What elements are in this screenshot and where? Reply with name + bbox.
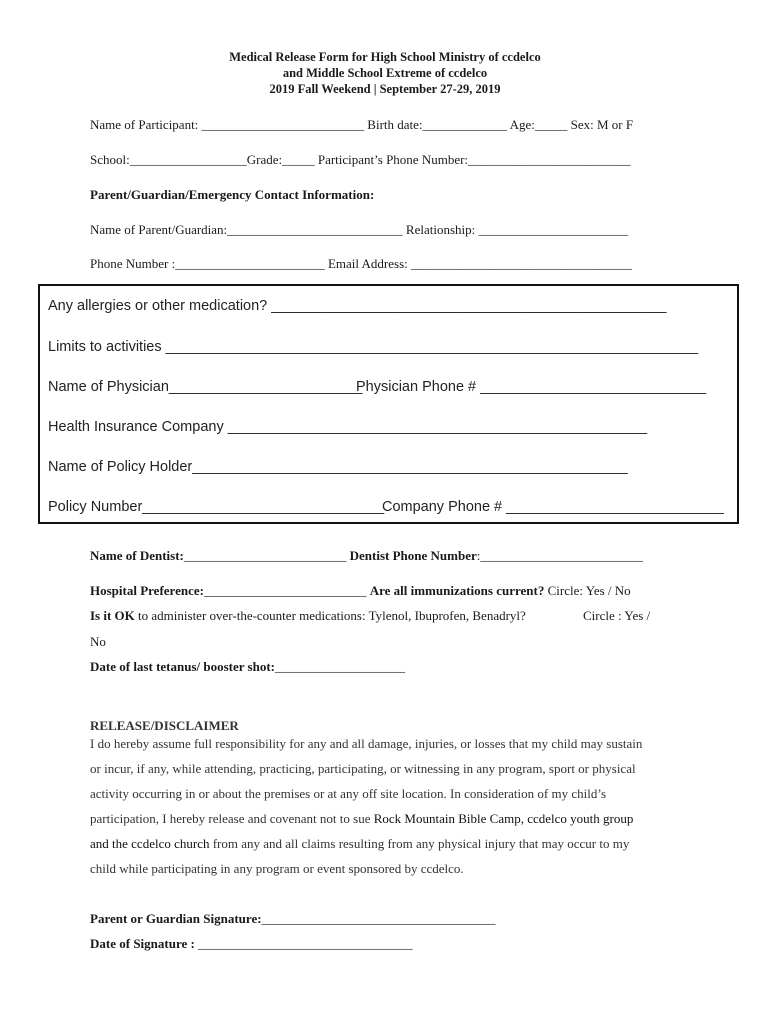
tetanus-blank[interactable]: ____________________ (275, 659, 405, 674)
release-line-1: I do hereby assume full responsibility for any and all damage, injuries, or losses that my child may sustain (90, 736, 643, 751)
signature-date-label: Date of Signature : (90, 936, 195, 951)
otc-circle[interactable]: Circle : Yes / (583, 608, 651, 623)
release-line-4 (90, 811, 633, 827)
signature-label: Parent or Guardian Signature: (90, 911, 262, 926)
signature-date-blank[interactable]: _________________________________ (194, 936, 413, 951)
otc-label: Is it OK (90, 608, 135, 623)
tetanus-line[interactable] (90, 659, 405, 675)
immunizations-label: Are all immunizations current? (369, 583, 545, 598)
parent-guardian-line[interactable]: Name of Parent/Guardian:___________________________ Relationship: _______________________ (90, 222, 629, 237)
limits-line[interactable]: Limits to activities __________________________________________________________________ (48, 339, 698, 355)
medical-info-box (38, 284, 739, 524)
release-line-4a: participation, I hereby release and covenant not to sue (90, 811, 374, 826)
policy-holder-line[interactable]: Name of Policy Holder______________________________________________________ (48, 459, 628, 475)
dentist-phone-blank[interactable]: :_________________________ (476, 548, 643, 563)
release-org-names: Rock Mountain Bible Camp, ccdelco youth group (373, 811, 634, 826)
school-line[interactable]: School:__________________Grade:_____ Participant’s Phone Number:_________________________ (90, 152, 631, 167)
release-line-2: or incur, if any, while attending, practicing, participating, or witnessing in any program, sport or physical (90, 761, 636, 776)
otc-line[interactable] (90, 608, 526, 624)
dentist-blank[interactable]: _________________________ (183, 548, 347, 563)
phone-email-line[interactable]: Phone Number :_______________________ Email Address: __________________________________ (90, 256, 633, 271)
contact-heading: Parent/Guardian/Emergency Contact Information: (90, 187, 375, 202)
dentist-line[interactable] (90, 548, 643, 564)
release-line-5b: from any and all claims resulting from any physical injury that may occur to my (209, 836, 630, 851)
hospital-label: Hospital Preference: (90, 583, 204, 598)
release-heading: RELEASE/DISCLAIMER (90, 718, 239, 733)
hospital-blank[interactable]: _________________________ (203, 583, 367, 598)
form-title-line1: Medical Release Form for High School Ministry of ccdelco (229, 50, 541, 64)
signature-date-line[interactable] (90, 936, 413, 952)
participant-name-line[interactable]: Name of Participant: _________________________ Birth date:_____________ Age:_____ Sex: M or F (90, 117, 634, 132)
immunizations-circle[interactable]: Circle: Yes / No (547, 583, 631, 598)
hospital-line[interactable] (90, 583, 631, 599)
insurance-company-line[interactable]: Health Insurance Company ____________________________________________________ (48, 419, 648, 435)
company-phone-line[interactable]: Company Phone # ___________________________ (382, 499, 724, 515)
release-line-5 (90, 836, 629, 852)
signature-blank[interactable]: ____________________________________ (261, 911, 496, 926)
physician-name-line[interactable]: Name of Physician________________________ (48, 379, 363, 395)
dentist-phone-label: Dentist Phone Number (349, 548, 477, 563)
otc-text: to administer over-the-counter medications: Tylenol, Ibuprofen, Benadryl? (134, 608, 526, 623)
allergies-line[interactable]: Any allergies or other medication? _________________________________________________ (48, 298, 667, 314)
otc-no[interactable]: No (90, 634, 106, 649)
release-line-6: child while participating in any program or event sponsored by ccdelco. (90, 861, 464, 876)
physician-phone-line[interactable]: Physician Phone # ____________________________ (356, 379, 706, 395)
signature-line[interactable] (90, 911, 496, 927)
release-church-name: and the ccdelco church (90, 836, 210, 851)
policy-number-line[interactable]: Policy Number______________________________ (48, 499, 385, 515)
form-title-line2: and Middle School Extreme of ccdelco (282, 66, 488, 80)
release-line-3: activity occurring in or about the premises or at any off site location. In consideration of my child’s (90, 786, 607, 801)
tetanus-label: Date of last tetanus/ booster shot: (90, 659, 275, 674)
form-title-line3: 2019 Fall Weekend | September 27-29, 2019 (269, 82, 501, 96)
dentist-label: Name of Dentist: (90, 548, 184, 563)
